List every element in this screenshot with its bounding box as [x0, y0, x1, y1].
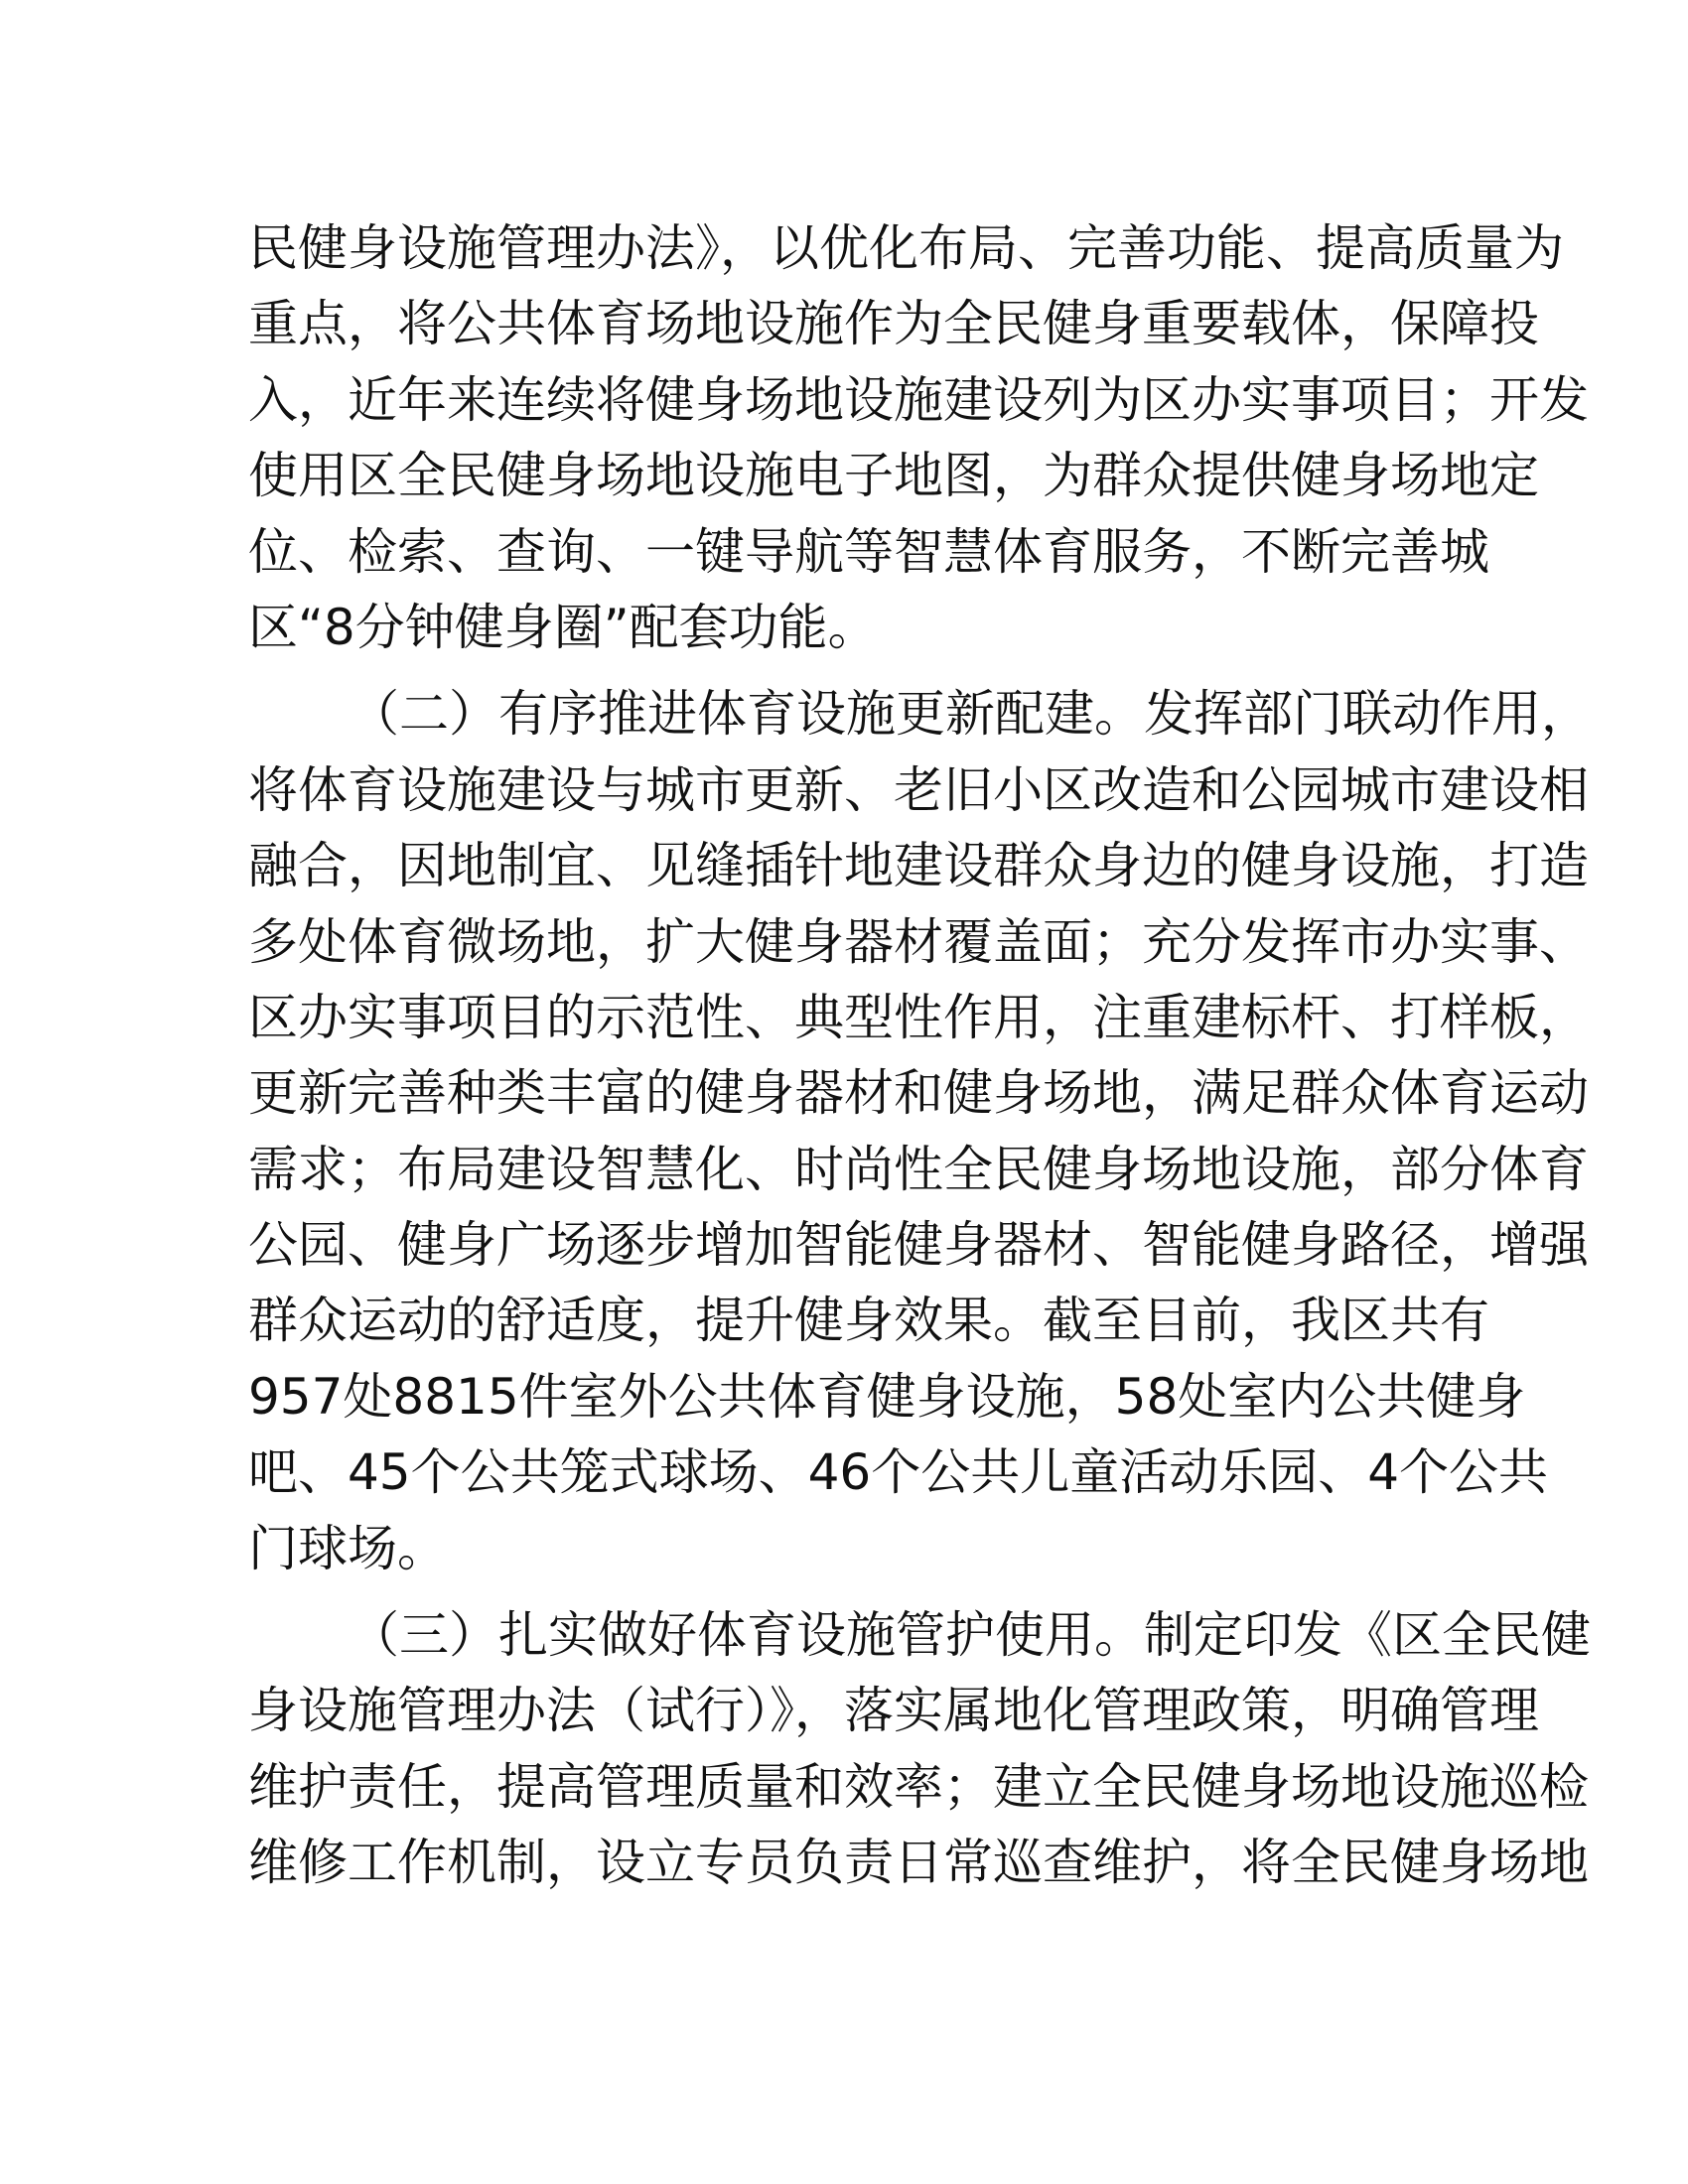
text-line: （二）有序推进体育设施更新配建。发挥部门联动作用， [350, 685, 1591, 744]
text-line: 使用区全民健身场地设施电子地图，为群众提供健身场地定 [248, 447, 1539, 505]
text-line: 多处体育微场地，扩大健身器材覆盖面；充分发挥市办实事、 [248, 912, 1589, 971]
text-line: 更新完善种类丰富的健身器材和健身场地，满足群众体育运动 [248, 1064, 1589, 1123]
text-line: 需求；布局建设智慧化、时尚性全民健身场地设施，部分体育 [248, 1140, 1589, 1198]
paragraph-3 [248, 1597, 1591, 1901]
text-line: 位、检索、查询、一键导航等智慧体育服务，不断完善城 [248, 522, 1489, 581]
text-line: 门球场。 [248, 1519, 447, 1577]
paragraph-spacer [248, 665, 1440, 676]
text-line: 将体育设施建设与城市更新、老旧小区改造和公园城市建设相 [248, 760, 1589, 819]
text-line: 入，近年来连续将健身场地设施建设列为区办实事项目；开发 [248, 370, 1589, 429]
text-line: 公园、健身广场逐步增加智能健身器材、智能健身路径，增强 [248, 1216, 1589, 1275]
text-line: （三）扎实做好体育设施管护使用。制定印发《区全民健 [350, 1606, 1591, 1665]
text-line: 融合，因地制宜、见缝插针地建设群众身边的健身设施，打造 [248, 837, 1589, 895]
text-line: 民健身设施管理办法》，以优化布局、完善功能、提高质量为 [248, 219, 1564, 277]
text-line: 维护责任，提高管理质量和效率；建立全民健身场地设施巡检 [248, 1757, 1589, 1816]
text-line: 重点，将公共体育场地设施作为全民健身重要载体，保障投 [248, 295, 1539, 353]
paragraph-2 [248, 676, 1591, 1586]
text-line: 957处8815件室外公共体育健身设施，58处室内公共健身 [248, 1367, 1526, 1426]
text-line: 区“8分钟健身圈”配套功能。 [248, 598, 878, 656]
paragraph-1 [248, 210, 1589, 665]
text-line: 吧、45个公共笼式球场、46个公共儿童活动乐园、4个公共 [248, 1443, 1549, 1502]
text-line: 维修工作机制，设立专员负责日常巡查维护，将全民健身场地 [248, 1834, 1589, 1892]
text-line: 身设施管理办法（试行）》，落实属地化管理政策，明确管理 [248, 1682, 1539, 1740]
text-line: 区办实事项目的示范性、典型性作用，注重建标杆、打样板， [248, 988, 1589, 1046]
paragraph-spacer [248, 1586, 1440, 1597]
text-line: 群众运动的舒适度，提升健身效果。截至目前，我区共有 [248, 1292, 1489, 1350]
body-text [248, 210, 1591, 1901]
